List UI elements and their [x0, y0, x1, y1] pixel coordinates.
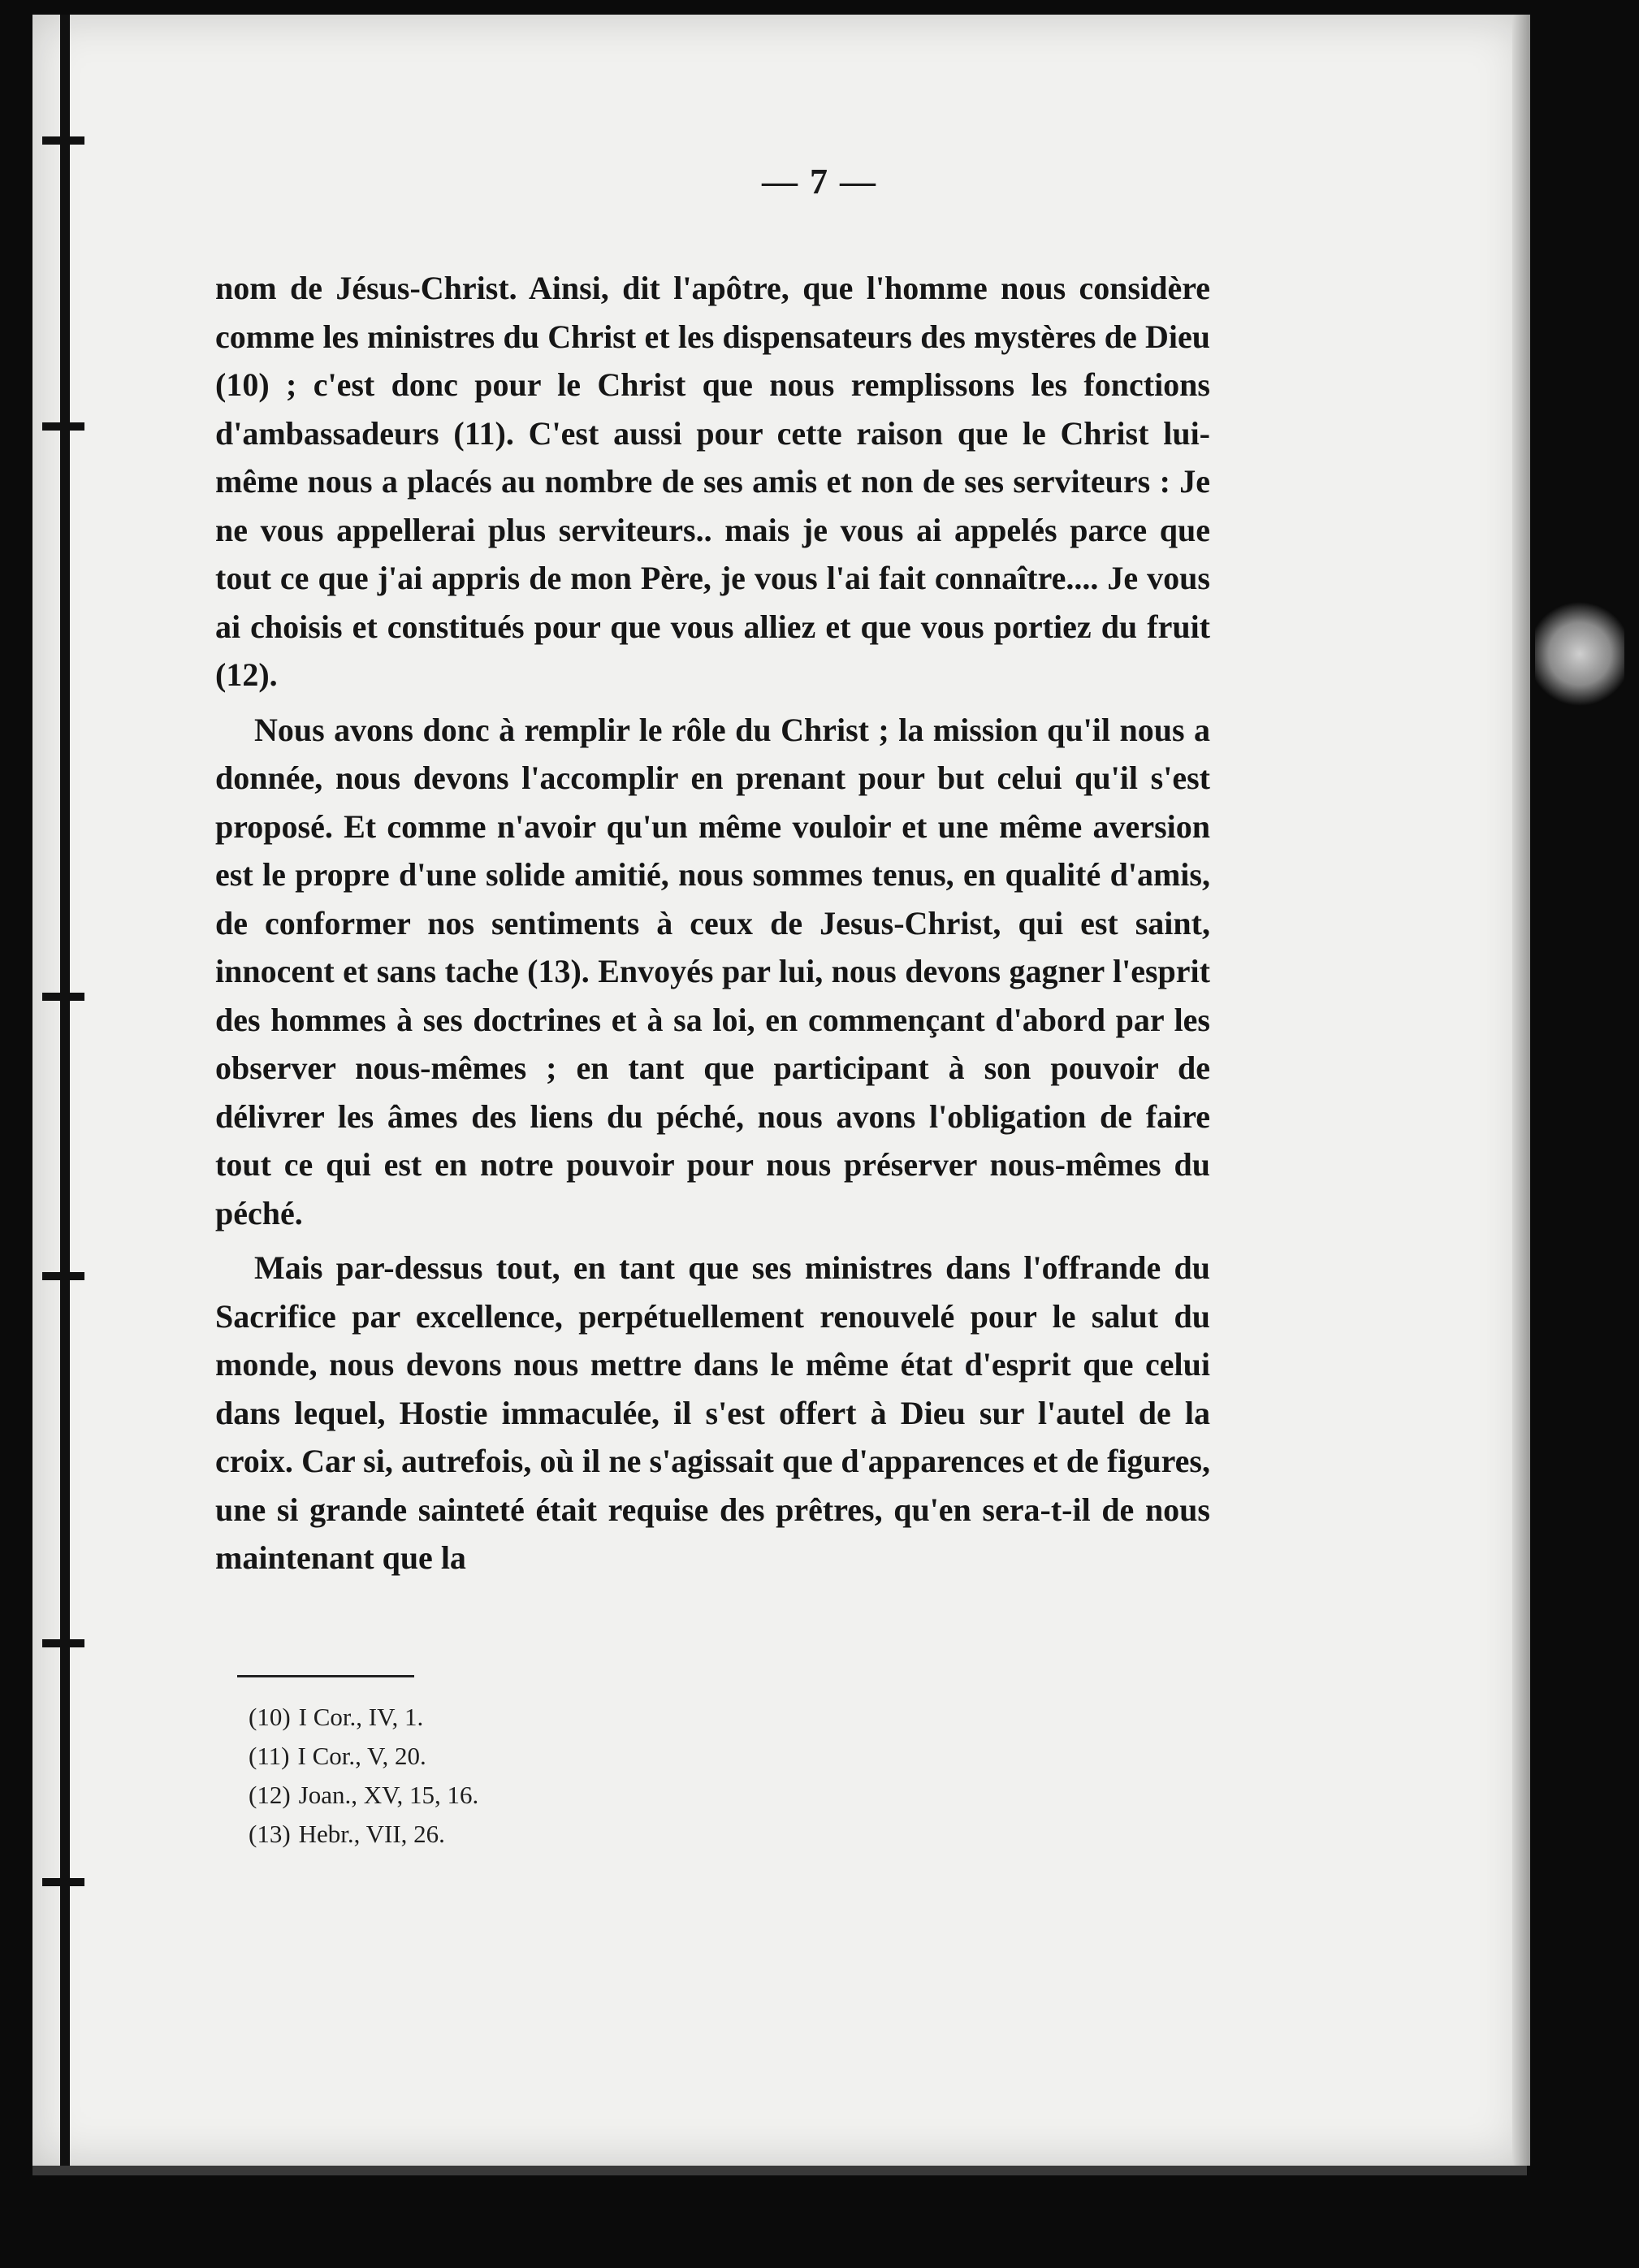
body-text [215, 264, 1210, 1582]
footnotes [249, 1698, 980, 1854]
binding-gutter [60, 15, 70, 2166]
binding-stitch [42, 136, 84, 145]
footnote-separator [237, 1675, 414, 1677]
footnote-number: (12) [249, 1781, 291, 1809]
footnote [249, 1815, 980, 1854]
paragraph: nom de Jésus-Christ. Ainsi, dit l'apôtre, que l'homme nous considère comme les ministres du Christ et les dispensateurs des mystères de Dieu (10) ; c'est donc pour le Christ que nous remplissons les fonctions d'ambassadeurs (11). C'est aussi pour cette raison que le Christ lui-même nous a placés au nombre de ses amis et non de ses serviteurs : Je ne vous appellerai plus serviteurs.. mais je vous ai appelés parce que tout ce que j'ai appris de mon Père, je vous l'ai fait connaître.... Je vous ai choisis et constitués pour que vous alliez et que vous portiez du fruit (12). [215, 270, 1210, 693]
page-bottom-edge [32, 2166, 1527, 2175]
footnote-reference: I Cor., V, 20. [297, 1742, 426, 1770]
footnote-number: (13) [249, 1820, 291, 1848]
page-number: — 7 — [762, 162, 877, 201]
binding-stitch [42, 993, 84, 1001]
paragraph: Mais par-dessus tout, en tant que ses ministres dans l'offrande du Sacrifice par excellence, perpétuellement renouvelé pour le salut du monde, nous devons nous mettre dans le même état d'esprit que celui dans lequel, Hostie immaculée, il s'est offert à Dieu sur l'autel de la croix. Car si, autrefois, où il ne s'agissait que d'apparences et de figures, une si grande sainteté était requise des prêtres, qu'en sera-t-il de nous maintenant que la [215, 1249, 1210, 1576]
footnote [249, 1776, 980, 1815]
footnote [249, 1698, 980, 1737]
scan-smudge [1535, 601, 1624, 707]
binding-stitch [42, 422, 84, 431]
footnote-reference: I Cor., IV, 1. [298, 1703, 424, 1731]
footnote [249, 1737, 980, 1776]
page-right-edge [1512, 15, 1530, 2166]
footnote-number: (11) [249, 1742, 290, 1770]
paragraph: Nous avons donc à remplir le rôle du Christ ; la mission qu'il nous a donnée, nous devons l'accomplir en prenant pour but celui qu'il s'est proposé. Et comme n'avoir qu'un même vouloir et une même aversion est le propre d'une solide amitié, nous sommes tenus, en qualité d'amis, de conformer nos sentiments à ceux de Jesus-Christ, qui est saint, innocent et sans tache (13). Envoyés par lui, nous devons gagner l'esprit des hommes à ses doctrines et à sa loi, en commençant d'abord par les observer nous-mêmes ; en tant que participant à son pouvoir de délivrer les âmes des liens du péché, nous avons l'obligation de faire tout ce qui est en notre pouvoir pour nous préserver nous-mêmes du péché. [215, 711, 1210, 1231]
binding-stitch [42, 1639, 84, 1647]
footnote-reference: Hebr., VII, 26. [298, 1820, 445, 1848]
binding-stitch [42, 1878, 84, 1886]
binding-stitch [42, 1272, 84, 1280]
footnote-number: (10) [249, 1703, 291, 1731]
footnote-reference: Joan., XV, 15, 16. [298, 1781, 479, 1809]
